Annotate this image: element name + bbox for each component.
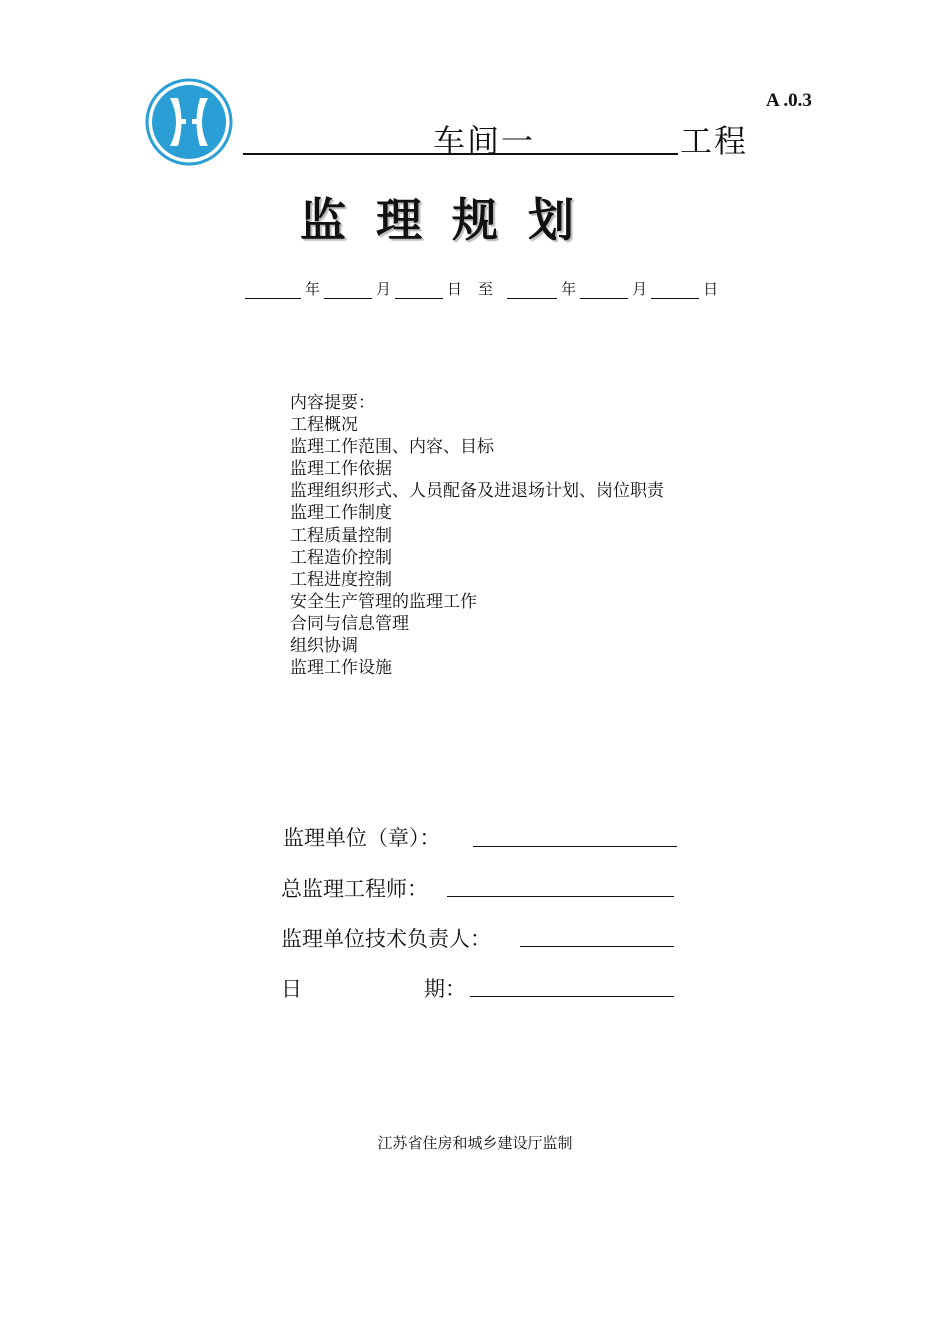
contents-summary — [290, 392, 664, 679]
form-code: A .0.3 — [766, 90, 812, 111]
end-year-blank[interactable] — [507, 278, 557, 299]
contents-item: 监理工作设施 — [290, 658, 392, 679]
ministry-emblem-icon — [145, 78, 233, 166]
day-label: 日 — [703, 280, 719, 298]
tech-lead-label: 监理单位技术负责人： — [281, 927, 491, 951]
contents-heading: 内容提要： — [290, 393, 375, 413]
contents-item: 工程质量控制 — [290, 525, 392, 546]
contents-item: 监理工作制度 — [290, 503, 392, 524]
month-label: 月 — [632, 280, 648, 298]
contents-item: 工程造价控制 — [290, 547, 392, 568]
to-label: 至 — [478, 280, 494, 298]
contents-item: 安全生产管理的监理工作 — [290, 591, 477, 612]
project-name: 车间一 — [433, 122, 536, 160]
project-suffix: 工程 — [680, 122, 749, 160]
period-fields — [245, 278, 722, 306]
supervision-unit-label: 监理单位（章）： — [283, 826, 441, 850]
supervision-unit-field[interactable] — [473, 845, 677, 847]
contents-item: 组织协调 — [290, 636, 358, 657]
contents-item: 监理组织形式、人员配备及进退场计划、岗位职责 — [290, 481, 664, 502]
contents-item: 工程进度控制 — [290, 569, 392, 590]
end-month-blank[interactable] — [580, 278, 628, 299]
contents-item: 监理工作范围、内容、目标 — [290, 437, 494, 458]
document-title: 监理规划 — [300, 193, 604, 247]
date-field[interactable] — [470, 995, 674, 997]
tech-lead-field[interactable] — [520, 945, 674, 947]
date-label-part1: 日 — [281, 977, 302, 1001]
chief-engineer-label: 总监理工程师： — [281, 877, 428, 901]
contents-item: 监理工作依据 — [290, 459, 392, 480]
start-month-blank[interactable] — [324, 278, 372, 299]
end-day-blank[interactable] — [651, 278, 699, 299]
year-label: 年 — [561, 280, 577, 298]
chief-engineer-field[interactable] — [447, 895, 674, 897]
year-label: 年 — [305, 280, 321, 298]
contents-item: 工程概况 — [290, 415, 358, 436]
contents-item: 合同与信息管理 — [290, 613, 409, 634]
start-year-blank[interactable] — [245, 278, 301, 299]
date-label-part2: 期： — [424, 977, 466, 1001]
day-label: 日 — [447, 280, 463, 298]
start-day-blank[interactable] — [395, 278, 443, 299]
month-label: 月 — [376, 280, 392, 298]
issuer-footer: 江苏省住房和城乡建设厅监制 — [377, 1134, 573, 1152]
